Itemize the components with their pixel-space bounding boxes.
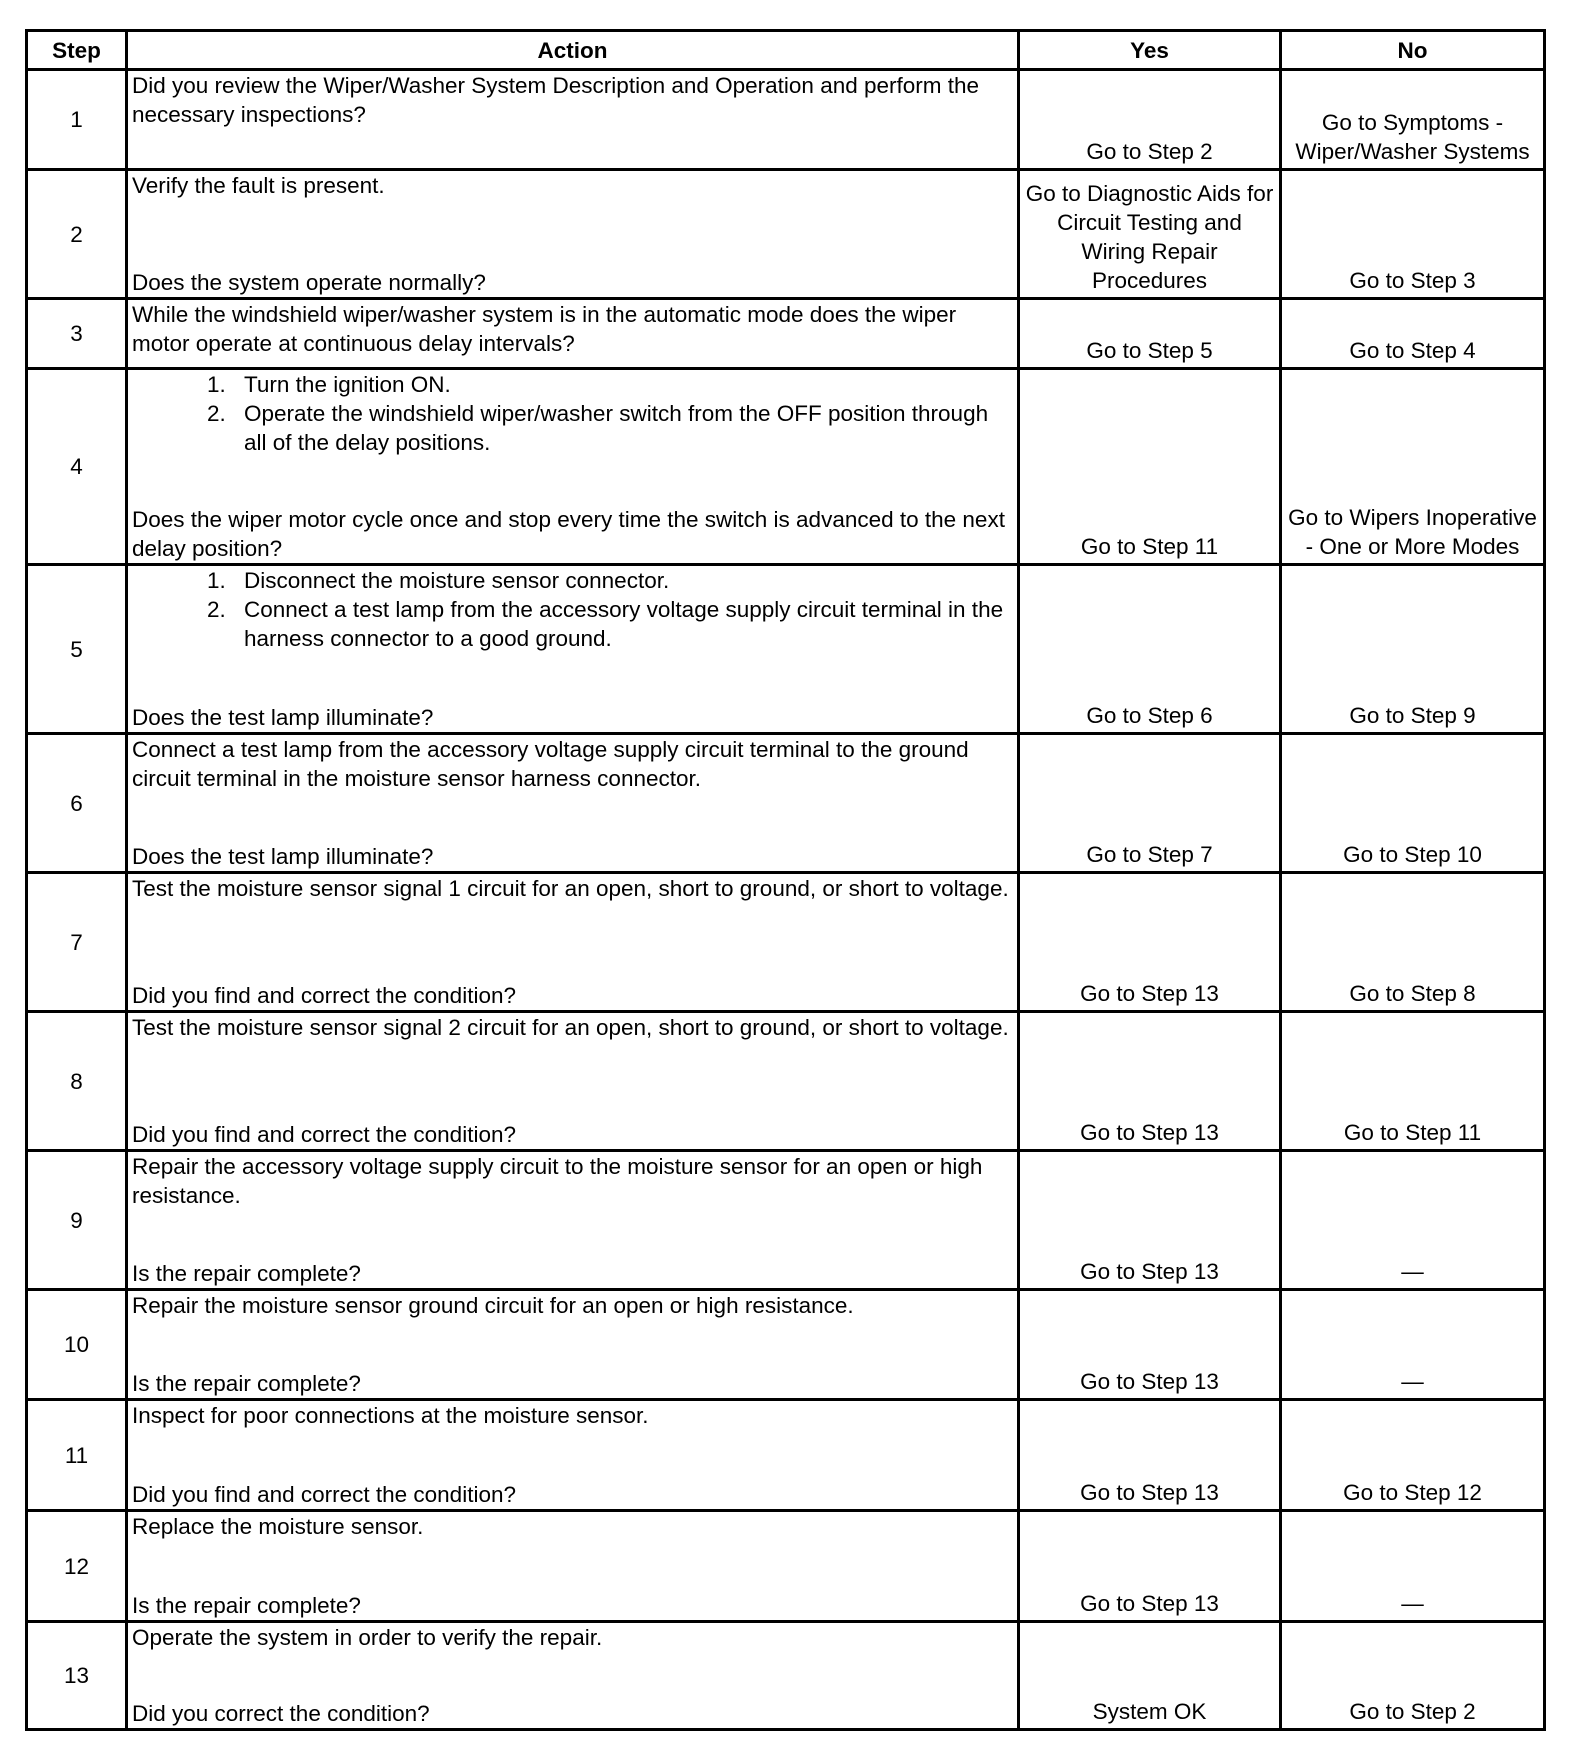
- action-text: Repair the accessory voltage supply circuit to the moisture sensor for an open or high resistance.: [132, 1154, 983, 1208]
- action-steps: [132, 370, 1013, 457]
- action-step: 1. Disconnect the moisture sensor connector.: [232, 566, 1013, 595]
- step-number: 4: [27, 369, 127, 565]
- action-cell: [127, 1290, 1019, 1400]
- yes-result: Go to Step 11: [1019, 369, 1281, 565]
- step-number: 8: [27, 1012, 127, 1151]
- action-text: Operate the system in order to verify the repair.: [132, 1625, 603, 1650]
- table-row: [27, 1400, 1545, 1511]
- step-number: 3: [27, 299, 127, 369]
- action-question: Did you find and correct the condition?: [132, 1122, 516, 1147]
- step-number: 5: [27, 565, 127, 734]
- yes-result: Go to Step 13: [1019, 1400, 1281, 1511]
- yes-result: System OK: [1019, 1622, 1281, 1730]
- header-no: No: [1281, 31, 1545, 70]
- action-cell: [127, 1012, 1019, 1151]
- table-row: [27, 170, 1545, 299]
- step-number: 11: [27, 1400, 127, 1511]
- step-number: 7: [27, 873, 127, 1012]
- step-number: 2: [27, 170, 127, 299]
- action-question: Is the repair complete?: [132, 1261, 361, 1286]
- header-step: Step: [27, 31, 127, 70]
- no-result: Go to Step 9: [1281, 565, 1545, 734]
- yes-result: Go to Step 7: [1019, 734, 1281, 873]
- step-number: 6: [27, 734, 127, 873]
- action-text: Test the moisture sensor signal 1 circuit for an open, short to ground, or short to voltage.: [132, 876, 1009, 901]
- diagnostic-table: [25, 29, 1546, 1731]
- yes-result: Go to Step 13: [1019, 1151, 1281, 1290]
- no-result: Go to Step 8: [1281, 873, 1545, 1012]
- no-result: Go to Step 2: [1281, 1622, 1545, 1730]
- table-row: [27, 1622, 1545, 1730]
- no-result: —: [1281, 1511, 1545, 1622]
- yes-result: Go to Step 13: [1019, 1290, 1281, 1400]
- step-number: 13: [27, 1622, 127, 1730]
- action-step: 2. Operate the windshield wiper/washer switch from the OFF position through all of the delay positions.: [232, 399, 1013, 457]
- action-text: Replace the moisture sensor.: [132, 1514, 424, 1539]
- no-result: Go to Step 10: [1281, 734, 1545, 873]
- step-number: 10: [27, 1290, 127, 1400]
- action-step: 1. Turn the ignition ON.: [232, 370, 1013, 399]
- action-text: Did you review the Wiper/Washer System Description and Operation and perform the necessary inspections?: [132, 73, 980, 127]
- header-yes: Yes: [1019, 31, 1281, 70]
- action-question: Does the test lamp illuminate?: [132, 705, 434, 730]
- table-row: [27, 70, 1545, 170]
- step-number: 1: [27, 70, 127, 170]
- no-result: Go to Step 11: [1281, 1012, 1545, 1151]
- step-number: 12: [27, 1511, 127, 1622]
- table-row: [27, 1151, 1545, 1290]
- table-row: [27, 565, 1545, 734]
- action-text: Repair the moisture sensor ground circuit for an open or high resistance.: [132, 1293, 854, 1318]
- yes-result: Go to Step 13: [1019, 873, 1281, 1012]
- action-question: Does the wiper motor cycle once and stop every time the switch is advanced to the next delay position?: [132, 507, 1005, 561]
- no-result: Go to Step 4: [1281, 299, 1545, 369]
- table-row: [27, 873, 1545, 1012]
- action-cell: [127, 565, 1019, 734]
- action-question: Is the repair complete?: [132, 1371, 361, 1396]
- action-cell: [127, 1151, 1019, 1290]
- header-row: [27, 31, 1545, 70]
- action-cell: [127, 1622, 1019, 1730]
- table-row: [27, 734, 1545, 873]
- action-text: Connect a test lamp from the accessory voltage supply circuit terminal to the ground circuit terminal in the moisture sensor harness connector.: [132, 737, 969, 791]
- action-text: Test the moisture sensor signal 2 circuit for an open, short to ground, or short to voltage.: [132, 1015, 1009, 1040]
- table-row: [27, 1012, 1545, 1151]
- action-step: 2. Connect a test lamp from the accessory voltage supply circuit terminal in the harness connector to a good ground.: [232, 595, 1013, 653]
- action-cell: [127, 70, 1019, 170]
- table-row: [27, 299, 1545, 369]
- no-result: —: [1281, 1290, 1545, 1400]
- action-question: Does the test lamp illuminate?: [132, 844, 434, 869]
- action-cell: [127, 734, 1019, 873]
- action-text: While the windshield wiper/washer system is in the automatic mode does the wiper motor operate at continuous delay intervals?: [132, 302, 957, 356]
- action-cell: [127, 1511, 1019, 1622]
- no-result: Go to Step 3: [1281, 170, 1545, 299]
- yes-result: Go to Step 2: [1019, 70, 1281, 170]
- step-number: 9: [27, 1151, 127, 1290]
- action-question: Did you find and correct the condition?: [132, 1482, 516, 1507]
- no-result: Go to Step 12: [1281, 1400, 1545, 1511]
- table-row: [27, 1290, 1545, 1400]
- action-cell: [127, 873, 1019, 1012]
- table-row: [27, 369, 1545, 565]
- no-result: Go to Wipers Inoperative - One or More Modes: [1281, 369, 1545, 565]
- no-result: Go to Symptoms - Wiper/Washer Systems: [1281, 70, 1545, 170]
- table-row: [27, 1511, 1545, 1622]
- action-question: Does the system operate normally?: [132, 270, 486, 295]
- yes-result: Go to Step 5: [1019, 299, 1281, 369]
- yes-result: Go to Step 13: [1019, 1511, 1281, 1622]
- action-steps: [132, 566, 1013, 653]
- action-question: Did you correct the condition?: [132, 1701, 430, 1726]
- action-cell: [127, 299, 1019, 369]
- action-cell: [127, 369, 1019, 565]
- action-text: Inspect for poor connections at the moisture sensor.: [132, 1403, 649, 1428]
- yes-result: Go to Diagnostic Aids for Circuit Testing and Wiring Repair Procedures: [1019, 170, 1281, 299]
- action-question: Is the repair complete?: [132, 1593, 361, 1618]
- action-text: Verify the fault is present.: [132, 173, 385, 198]
- action-cell: [127, 1400, 1019, 1511]
- yes-result: Go to Step 6: [1019, 565, 1281, 734]
- no-result: —: [1281, 1151, 1545, 1290]
- action-question: Did you find and correct the condition?: [132, 983, 516, 1008]
- action-cell: [127, 170, 1019, 299]
- yes-result: Go to Step 13: [1019, 1012, 1281, 1151]
- header-action: Action: [127, 31, 1019, 70]
